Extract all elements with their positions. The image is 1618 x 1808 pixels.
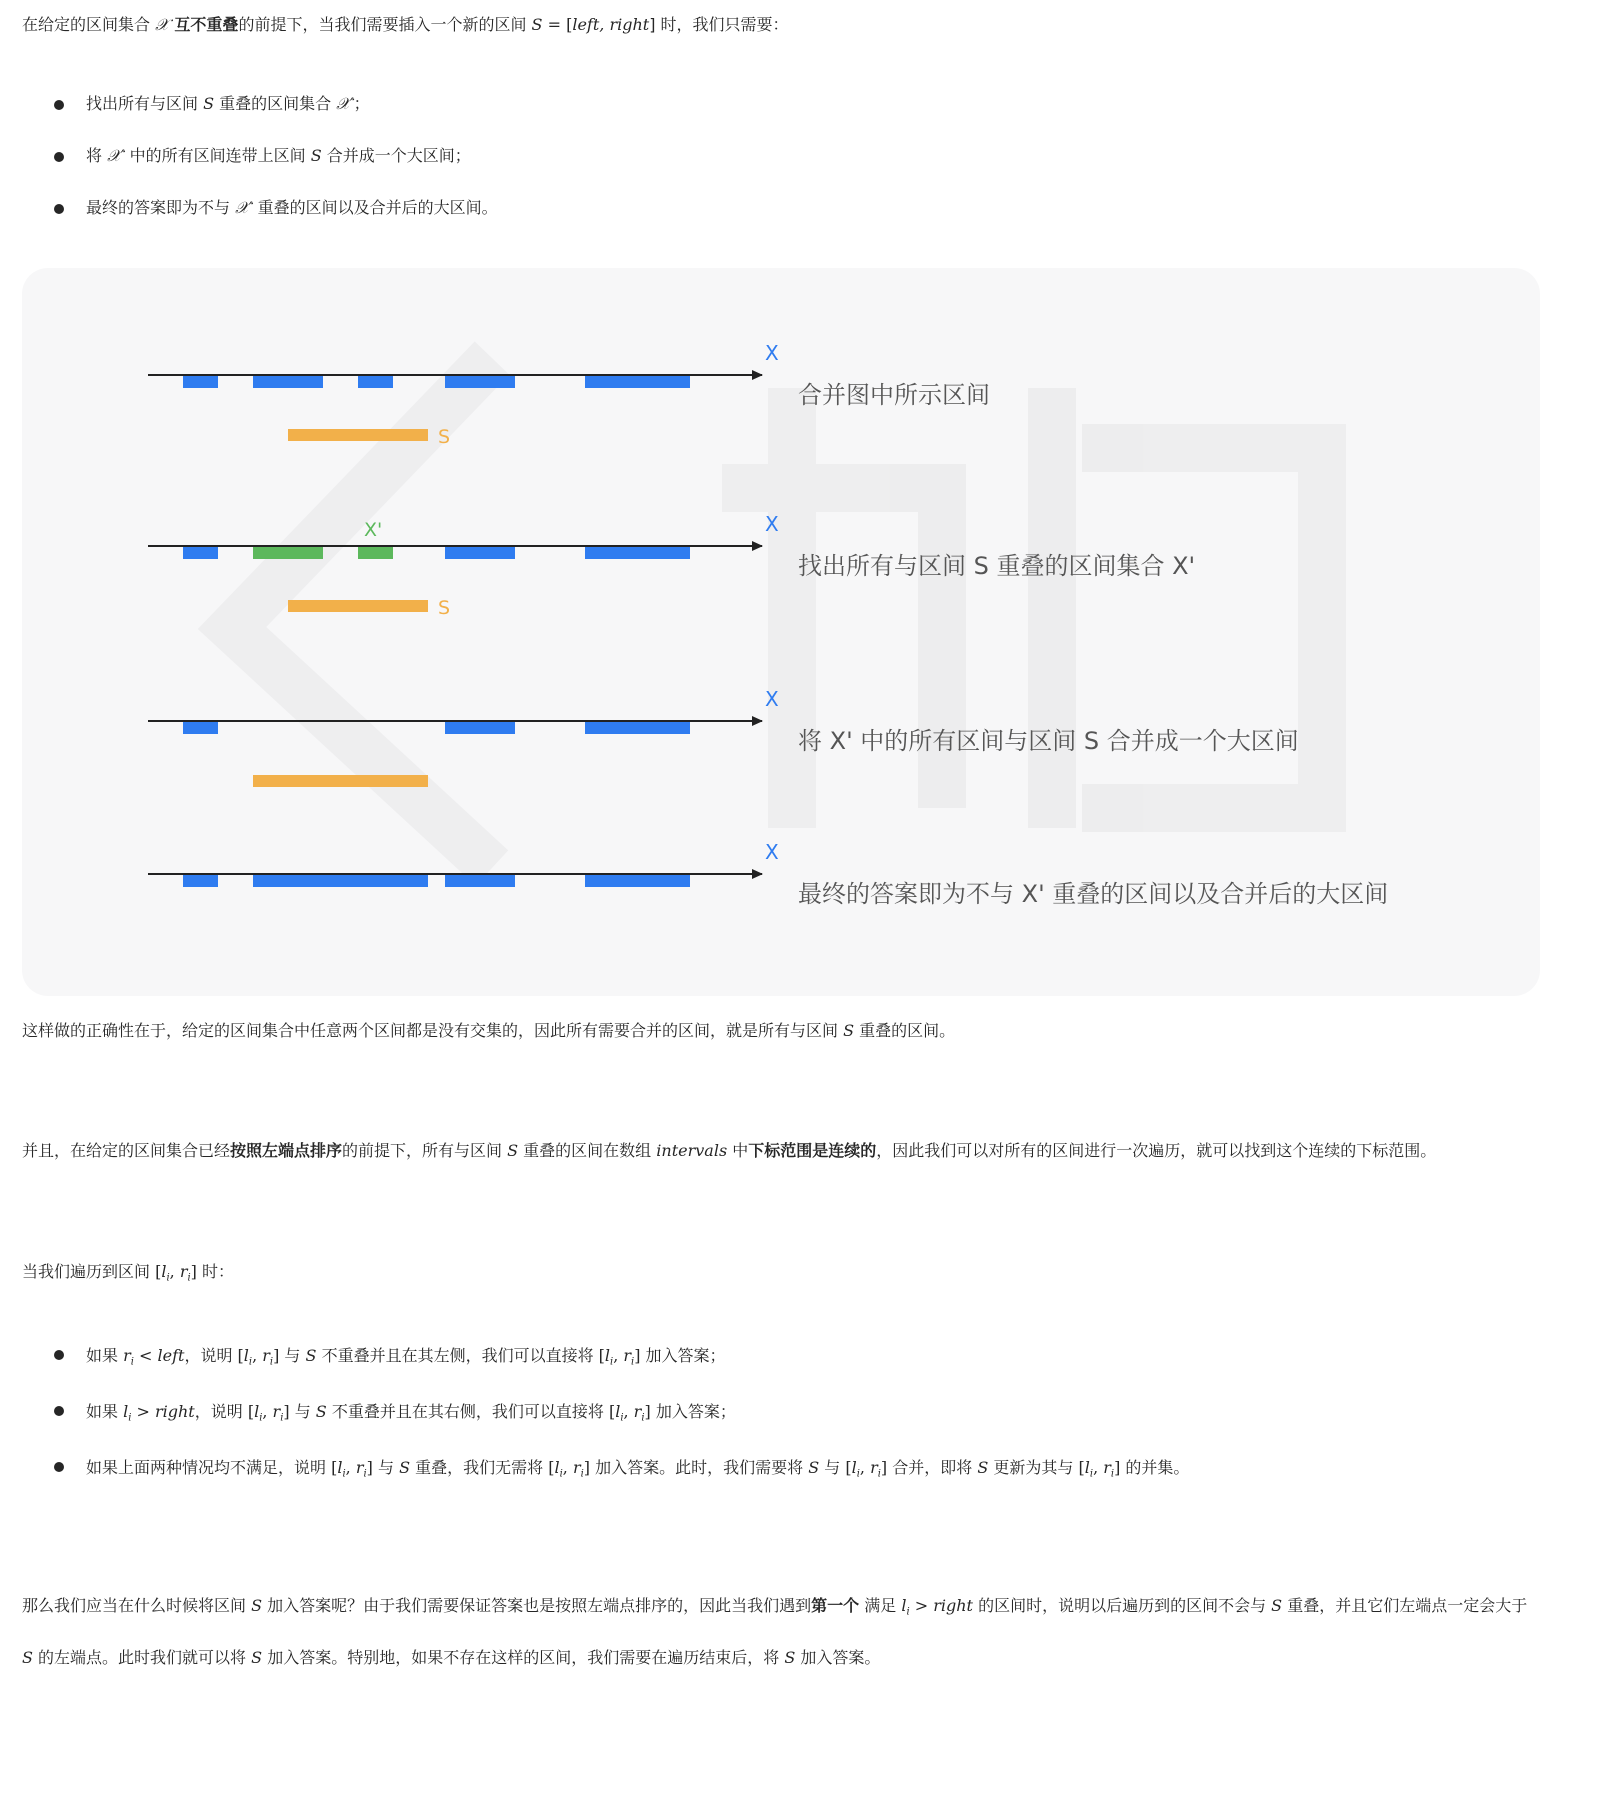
math-sub-i: i <box>1089 1468 1094 1480</box>
interval-bar <box>183 376 218 388</box>
para-text: 当我们遍历到区间 <box>22 1262 156 1281</box>
item-text: 加入答案； <box>640 1346 726 1365</box>
row-caption: 找出所有与区间 S 重叠的区间集合 X' <box>798 552 1196 580</box>
math-S: S <box>315 1402 327 1421</box>
math-l: l <box>1084 1458 1090 1477</box>
interval-bar <box>445 376 515 388</box>
intro-bold: 互不重叠 <box>168 15 239 34</box>
interval-diagram <box>22 268 1540 996</box>
item-text: 不重叠并且在其左侧，我们可以直接将 <box>316 1346 599 1365</box>
math-S: S <box>203 94 215 113</box>
math-sub-i: i <box>248 1356 253 1368</box>
math-sub-i: i <box>130 1356 134 1368</box>
s-label: S <box>438 426 451 448</box>
math-S: S <box>507 1141 519 1160</box>
math-interval: left, right <box>572 15 650 34</box>
xprime-label: X' <box>364 519 383 541</box>
math-r: r <box>355 1458 364 1477</box>
overlap-interval-bar <box>358 547 393 559</box>
item-text: 合并，即将 <box>887 1458 978 1477</box>
math-S: S <box>305 1346 317 1365</box>
sorted-paragraph <box>22 1138 1542 1161</box>
math-r: r <box>572 1458 581 1477</box>
item-text: 与 <box>372 1458 400 1477</box>
overlap-interval-bar <box>253 547 323 559</box>
math-S: S <box>1271 1596 1283 1615</box>
math-intervals: intervals <box>656 1141 728 1160</box>
math-r: r <box>623 1346 632 1365</box>
item-text: 加入答案。此时，我们需要将 <box>590 1458 809 1477</box>
math-sub-i: i <box>269 1356 274 1368</box>
intro-text: 在给定的区间集合 <box>22 15 156 34</box>
item-text: 如果上面两种情况均不满足，说明 <box>86 1458 332 1477</box>
math-l: l <box>901 1596 907 1615</box>
list-item: 如果上面两种情况均不满足，说明 [$l_i$, $r_i$] 与 S 重叠，我们无需将 [$l_i$, $r_i$] 加入答案。此时，我们需要将 S 与 [$l_i$, $r_i$] 合并，即将 S 更新为其与 [$l_i$, $r_i$] 的并集。 <box>22 1440 1582 1496</box>
item-text: 不重叠并且在其右侧，我们可以直接将 <box>326 1402 609 1421</box>
math-sub-i: i <box>906 1606 910 1618</box>
row-4 <box>148 840 1388 908</box>
math-right: right <box>933 1596 973 1615</box>
bold-text: 下标范围是连续的 <box>748 1141 877 1160</box>
interval-bar <box>183 722 218 734</box>
math-l: l <box>161 1262 167 1281</box>
item-text: 重叠，我们无需将 <box>410 1458 549 1477</box>
math-S: S <box>977 1458 989 1477</box>
math-sub-i: i <box>856 1468 860 1480</box>
math-sub-i: i <box>580 1468 584 1480</box>
math-S: S <box>251 1596 263 1615</box>
para-text: 加入答案呢？由于我们需要保证答案也是按照左端点排序的，因此当我们遇到 <box>262 1596 812 1615</box>
math-l: l <box>243 1346 249 1365</box>
s-label: S <box>438 597 451 619</box>
para-text: 重叠的区间在数组 <box>518 1141 657 1160</box>
item-text: 如果 <box>86 1402 124 1421</box>
list-item: 如果 $l_i$ > right，说明 [$l_i$, $r_i$] 与 S 不重叠并且在其右侧，我们可以直接将 [$l_i$, $r_i$] 加入答案； <box>22 1384 1582 1440</box>
math-op: < <box>133 1346 158 1365</box>
math-sub-i: i <box>342 1468 346 1480</box>
traversal-paragraph: 当我们遍历到区间 [$l_i$, $r_i$] 时： <box>22 1262 234 1284</box>
math-right: right <box>154 1402 195 1421</box>
math-X-prime: 𝒳′ <box>107 146 125 165</box>
math-r: r <box>633 1402 642 1421</box>
list-item <box>22 130 498 182</box>
interval-bar <box>585 376 690 388</box>
item-text: 将 <box>86 146 108 165</box>
interval-bar <box>445 875 515 887</box>
para-text: 加入答案。特别地，如果不存在这样的区间，我们需要在遍历结束后，将 <box>262 1648 785 1667</box>
math-r: r <box>870 1458 878 1477</box>
math-sub-i: i <box>877 1468 881 1480</box>
para-text: 重叠，并且它们左端点一定会大于 <box>1282 1596 1528 1615</box>
para-text: 时： <box>196 1262 234 1281</box>
interval-bar <box>585 547 690 559</box>
math-l: l <box>337 1458 343 1477</box>
row-caption: 将 X' 中的所有区间与区间 S 合并成一个大区间 <box>798 727 1299 755</box>
list-item: 如果 $r_i$ < left，说明 [$l_i$, $r_i$] 与 S 不重叠并且在其左侧，我们可以直接将 [$l_i$, $r_i$] 加入答案； <box>22 1328 1582 1384</box>
math-S: S <box>531 15 543 34</box>
math-X-prime: 𝒳′ <box>336 94 354 113</box>
item-text: 加入答案； <box>650 1402 736 1421</box>
bold-text: 按照左端点排序 <box>230 1141 343 1160</box>
math-sub-i: i <box>128 1412 132 1424</box>
math-sub-i: i <box>166 1272 170 1284</box>
math-l: l <box>554 1458 560 1477</box>
correctness-paragraph <box>22 1018 1542 1041</box>
math-sub-i: i <box>641 1412 645 1424</box>
list-item <box>22 78 498 130</box>
axis-label: X <box>765 840 779 864</box>
item-text: 的并集。 <box>1120 1458 1190 1477</box>
item-text: ，说明 <box>184 1346 238 1365</box>
para-text: ，因此我们可以对所有的区间进行一次遍历，就可以找到这个连续的下标范围。 <box>876 1141 1437 1160</box>
para-text: 并且，在给定的区间集合已经 <box>22 1141 231 1160</box>
bold-text: 第一个 <box>811 1596 860 1615</box>
cases-list <box>22 1328 1582 1496</box>
math-S: S <box>399 1458 411 1477</box>
math-r: r <box>123 1346 131 1365</box>
item-text: 最终的答案即为不与 <box>86 198 236 217</box>
math-X-prime: 𝒳′ <box>235 198 253 217</box>
item-text: 与 <box>819 1458 846 1477</box>
math-eq: = [ <box>542 15 573 34</box>
para-text: 的左端点。此时我们就可以将 <box>32 1648 252 1667</box>
item-text: 与 <box>289 1402 316 1421</box>
item-text: 重叠的区间以及合并后的大区间。 <box>252 198 498 217</box>
math-sub-i: i <box>259 1412 263 1424</box>
interval-bar <box>585 722 690 734</box>
interval-figure <box>22 268 1540 996</box>
math-S: S <box>843 1021 855 1040</box>
math-left: left <box>157 1346 185 1365</box>
axis-label: X <box>765 341 779 365</box>
axis-label: X <box>765 687 779 711</box>
item-text: 如果 <box>86 1346 124 1365</box>
math-r: r <box>179 1262 188 1281</box>
interval-bar <box>445 547 515 559</box>
item-text: ，说明 <box>194 1402 248 1421</box>
math-sub-i: i <box>559 1468 563 1480</box>
para-text: 的前提下，所有与区间 <box>342 1141 508 1160</box>
intro-text: 的前提下，当我们需要插入一个新的区间 <box>238 15 532 34</box>
math-r: r <box>272 1402 281 1421</box>
steps-list <box>22 78 498 234</box>
para-text: 的区间时，说明以后遍历到的区间不会与 <box>972 1596 1272 1615</box>
para-text: 那么我们应当在什么时候将区间 <box>22 1596 252 1615</box>
math-l: l <box>123 1402 129 1421</box>
para-text: 加入答案。 <box>795 1648 881 1667</box>
interval-bar <box>183 875 218 887</box>
math-op: > <box>909 1596 934 1615</box>
item-text: 找出所有与区间 <box>86 94 204 113</box>
interval-bar <box>253 376 323 388</box>
axis-label: X <box>765 512 779 536</box>
s-interval-bar <box>288 600 428 612</box>
interval-bar <box>183 547 218 559</box>
item-text: 重叠的区间集合 <box>214 94 337 113</box>
interval-bar <box>358 376 393 388</box>
merged-interval-bar <box>253 875 428 887</box>
math-S: S <box>784 1648 796 1667</box>
para-text: 满足 <box>859 1596 902 1615</box>
math-sub-i: i <box>1110 1468 1115 1480</box>
math-S: S <box>310 146 322 165</box>
s-interval-bar <box>288 429 428 441</box>
para-text: 这样做的正确性在于，给定的区间集合中任意两个区间都是没有交集的，因此所有需要合并的区间，就是所有与区间 <box>22 1021 844 1040</box>
math-sub-i: i <box>187 1272 191 1284</box>
math-sub-i: i <box>631 1356 635 1368</box>
math-r: r <box>1103 1458 1111 1477</box>
math-S: S <box>251 1648 263 1667</box>
math-op: > <box>131 1402 155 1421</box>
para-text: 重叠的区间。 <box>854 1021 956 1040</box>
math-S: S <box>22 1648 33 1667</box>
intro-text: ] 时，我们只需要： <box>649 15 789 34</box>
intro-paragraph <box>22 12 789 35</box>
math-l: l <box>604 1346 611 1365</box>
item-text: 中的所有区间连带上区间 <box>124 146 311 165</box>
row-caption: 最终的答案即为不与 X' 重叠的区间以及合并后的大区间 <box>798 880 1389 908</box>
para-text: 中 <box>727 1141 749 1160</box>
when-to-add-paragraph <box>22 1580 1542 1684</box>
item-text: 更新为其与 <box>988 1458 1079 1477</box>
math-X: 𝒳 <box>155 15 169 34</box>
math-sub-i: i <box>610 1356 614 1368</box>
item-text: 与 <box>279 1346 306 1365</box>
math-l: l <box>615 1402 621 1421</box>
merged-interval-bar <box>253 775 428 787</box>
math-sub-i: i <box>280 1412 284 1424</box>
item-text: 合并成一个大区间； <box>321 146 471 165</box>
row-1 <box>148 341 990 448</box>
math-r: r <box>262 1346 270 1365</box>
list-item <box>22 182 498 234</box>
interval-bar <box>445 722 515 734</box>
math-l: l <box>254 1402 260 1421</box>
math-S: S <box>808 1458 820 1477</box>
math-l: l <box>851 1458 857 1477</box>
interval-bar <box>585 875 690 887</box>
item-text: ； <box>353 94 370 113</box>
row-caption: 合并图中所示区间 <box>798 381 990 409</box>
math-sub-i: i <box>363 1468 367 1480</box>
math-sub-i: i <box>620 1412 624 1424</box>
